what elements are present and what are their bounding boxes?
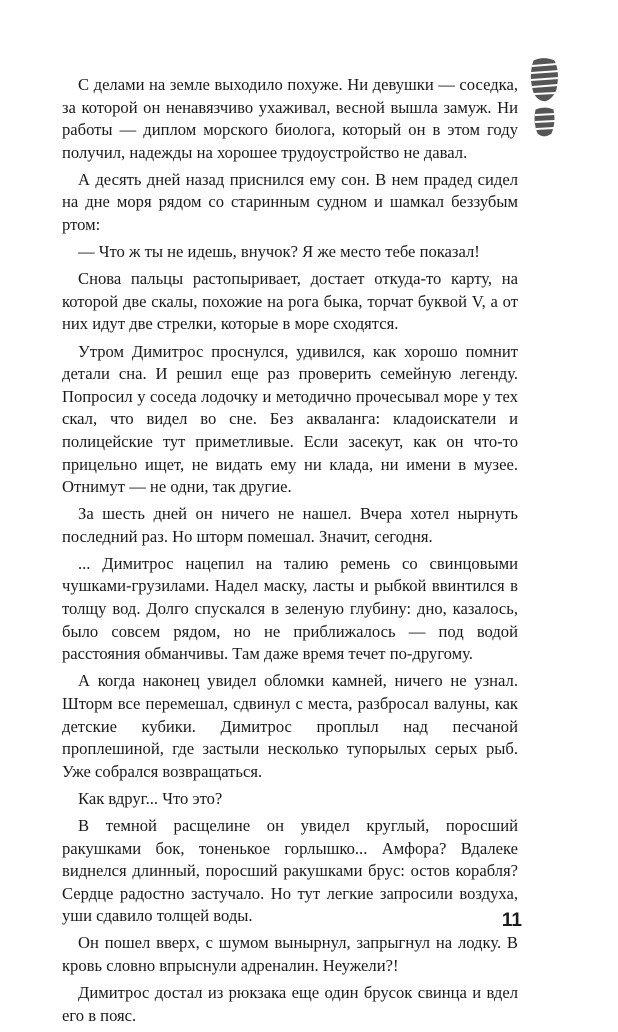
paragraph: Утром Димитрос проснулся, удивился, как хорошо помнит детали сна. И решил еще раз проверить семейную легенду. Попросил у соседа лодочку и методично прочесывал море у тех скал, что видел во сне. Без акваланга: кладоискатели и полицейские тут приметливые. Если засекут, как он что-то прицельно ищет, не видать ему ни клада, ни имени в музее. Отнимут — не одни, так другие. — [62, 341, 518, 497]
paragraph: За шесть дней он ничего не нашел. Вчера хотел нырнуть последний раз. Но шторм помешал. Значит, сегодня. — [62, 504, 518, 546]
paragraph: С делами на земле выходило похуже. Ни девушки — соседка, за которой он ненавязчиво ухаживал, весной вышла замуж. Ни работы — диплом морского биолога, который он в этом году получил, надежды на хорошее трудоустройство не давал. — [62, 75, 518, 162]
paragraph: А когда наконец увидел обломки камней, ничего не узнал. Шторм все перемешал, сдвинул с места, разбросал валуны, как детские кубики. Димитрос проплыл над песчаной проплешиной, где застыли несколько тупорылых серых рыб. Уже собрался возвращаться. — [62, 671, 518, 781]
paragraph: — Что ж ты не идешь, внучок? Я же место тебе показал! — [78, 242, 480, 262]
footprint-icon — [526, 56, 562, 140]
paragraph: А десять дней назад приснился ему сон. В нем прадед сидел на дне моря рядом со старинным судном и шамкал беззубым ртом: — [62, 169, 518, 235]
paragraph: ... Димитрос нацепил на талию ремень со свинцовыми чушками-грузилами. Надел маску, ласты и рыбкой ввинтился в толщу вод. Долго спускался в зеленую глубину: дно, казалось, было совсем рядом, но не приближалось — под водой расстояния обманчивы. Там даже время течет по-другому. — [62, 553, 518, 664]
paragraph: Снова пальцы растопыривает, достает откуда-то карту, на которой две скалы, похожие на рога быка, торчат буквой V, а от них идут две стрелки, которые в море сходятся. — [62, 269, 518, 334]
paragraph: Он пошел вверх, с шумом вынырнул, запрыгнул на лодку. В кровь словно впрыснули адреналин. Неужели?! — [62, 933, 518, 975]
page-number: 11 — [501, 910, 522, 931]
paragraph: В темной расщелине он увидел круглый, поросший ракушками бок, тоненькое горлышко... Амфора? Вдалеке виднелся длинный, поросший ракушками брус: остов корабля? Сердце радостно застучало. Но тут легкие запросили воздуха, уши сдавило толщей воды. — [62, 815, 518, 926]
paragraph: Как вдруг... Что это? — [78, 788, 223, 808]
body-text — [62, 74, 518, 1032]
paragraph: Димитрос достал из рюкзака еще один брусок свинца и вдел его в пояс. — [62, 983, 518, 1025]
